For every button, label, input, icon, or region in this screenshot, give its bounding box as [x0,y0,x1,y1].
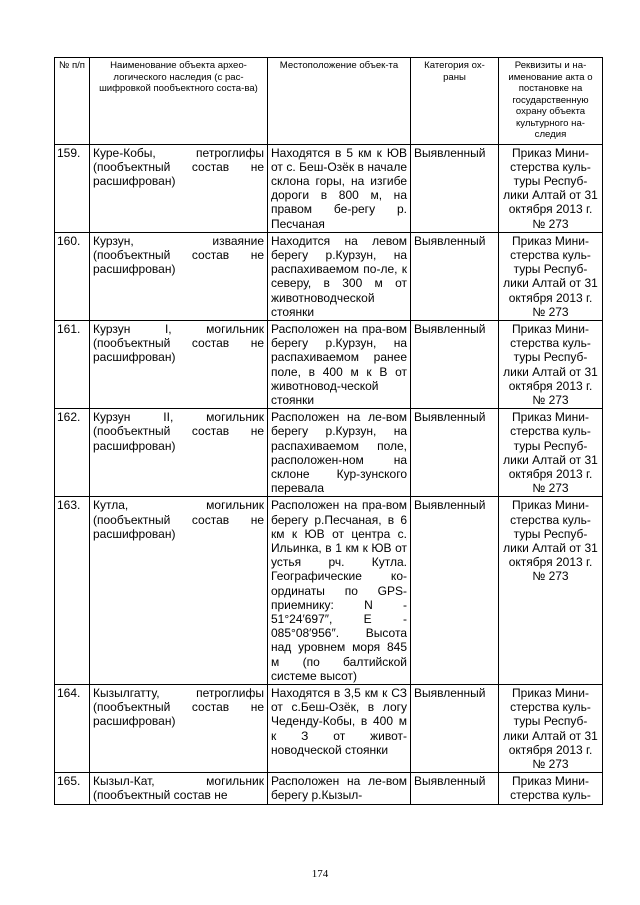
protection-category: Выявленный [411,685,499,773]
object-name: Курзун, изваяние (пообъектный состав не расшифрован) [90,232,268,320]
object-name: Курзун I, могильник (пообъектный состав не расшифрован) [90,320,268,408]
protection-category: Выявленный [411,232,499,320]
heritage-table [54,57,603,805]
object-location: Находятся в 3,5 км к СЗ от с.Беш-Озёк, в логу Чеденду-Кобы, в 400 м к З от живот-новодческой стоянки [268,685,411,773]
protection-act: Приказ Мини-стерства куль-туры Респуб-лики Алтай от 31 октября 2013 г. № 273 [499,497,603,685]
protection-category: Выявленный [411,320,499,408]
protection-category: Выявленный [411,773,499,804]
object-location: Расположен на ле-вом берегу р.Кызыл- [268,773,411,804]
table-row [55,144,603,232]
protection-act: Приказ Мини-стерства куль-туры Респуб-лики Алтай от 31 октября 2013 г. № 273 [499,144,603,232]
header-num: № п/п [55,58,90,145]
row-number: 165. [55,773,90,804]
table-row [55,773,603,804]
row-number: 164. [55,685,90,773]
object-location: Расположен на пра-вом берегу р.Курзун, на распахиваемом ранее поле, в 400 м к В от животновод-ческой стоянки [268,320,411,408]
protection-act: Приказ Мини-стерства куль- [499,773,603,804]
table-row [55,232,603,320]
table-row [55,320,603,408]
table-row [55,409,603,497]
table-header-row [55,58,603,145]
protection-category: Выявленный [411,409,499,497]
object-name: Кызылгатту, петроглифы (пообъектный состав не расшифрован) [90,685,268,773]
header-location: Местоположение объек-та [268,58,411,145]
object-location: Расположен на пра-вом берегу р.Песчаная, в 6 км к ЮВ от центра с. Ильинка, в 1 км к ЮВ от устья рч. Кутла. Географические ко-ординаты по GPS-приемнику: N - 51°24′697″, E - 085°08′956″. Высота над уровнем моря 845 м (по балтийской системе высот) [268,497,411,685]
protection-act: Приказ Мини-стерства куль-туры Респуб-лики Алтай от 31 октября 2013 г. № 273 [499,409,603,497]
page-number: 174 [311,868,329,880]
protection-category: Выявленный [411,144,499,232]
table-row [55,685,603,773]
row-number: 161. [55,320,90,408]
header-category: Категория ох-раны [411,58,499,145]
protection-act: Приказ Мини-стерства куль-туры Респуб-лики Алтай от 31 октября 2013 г. № 273 [499,320,603,408]
object-name: Курзун II, могильник (пообъектный состав не расшифрован) [90,409,268,497]
header-act: Реквизиты и на-именование акта о постановке на государственную охрану объекта культурного на-следия [499,58,603,145]
object-location: Расположен на ле-вом берегу р.Курзун, на распахиваемом поле, расположен-ном на склоне Кур-зунского перевала [268,409,411,497]
object-location: Находятся в 5 км к ЮВ от с. Беш-Озёк в начале склона горы, на изгибе дороги в 800 м, на правом бе-регу р. Песчаная [268,144,411,232]
object-name: Куре-Кобы, петроглифы (пообъектный состав не расшифрован) [90,144,268,232]
object-name: Кутла, могильник (пообъектный состав не расшифрован) [90,497,268,685]
protection-category: Выявленный [411,497,499,685]
row-number: 163. [55,497,90,685]
table-row [55,497,603,685]
row-number: 160. [55,232,90,320]
heritage-table-page [54,57,602,805]
protection-act: Приказ Мини-стерства куль-туры Респуб-лики Алтай от 31 октября 2013 г. № 273 [499,232,603,320]
object-location: Находится на левом берегу р.Курзун, на распахиваемом по-ле, к северу, в 300 м от животноводческой стоянки [268,232,411,320]
header-name: Наименование объекта архео-логического наследия (с рас-шифровкой пообъектного соста-ва) [90,58,268,145]
row-number: 159. [55,144,90,232]
row-number: 162. [55,409,90,497]
protection-act: Приказ Мини-стерства куль-туры Респуб-лики Алтай от 31 октября 2013 г. № 273 [499,685,603,773]
object-name: Кызыл-Кат, могильник (пообъектный состав не [90,773,268,804]
